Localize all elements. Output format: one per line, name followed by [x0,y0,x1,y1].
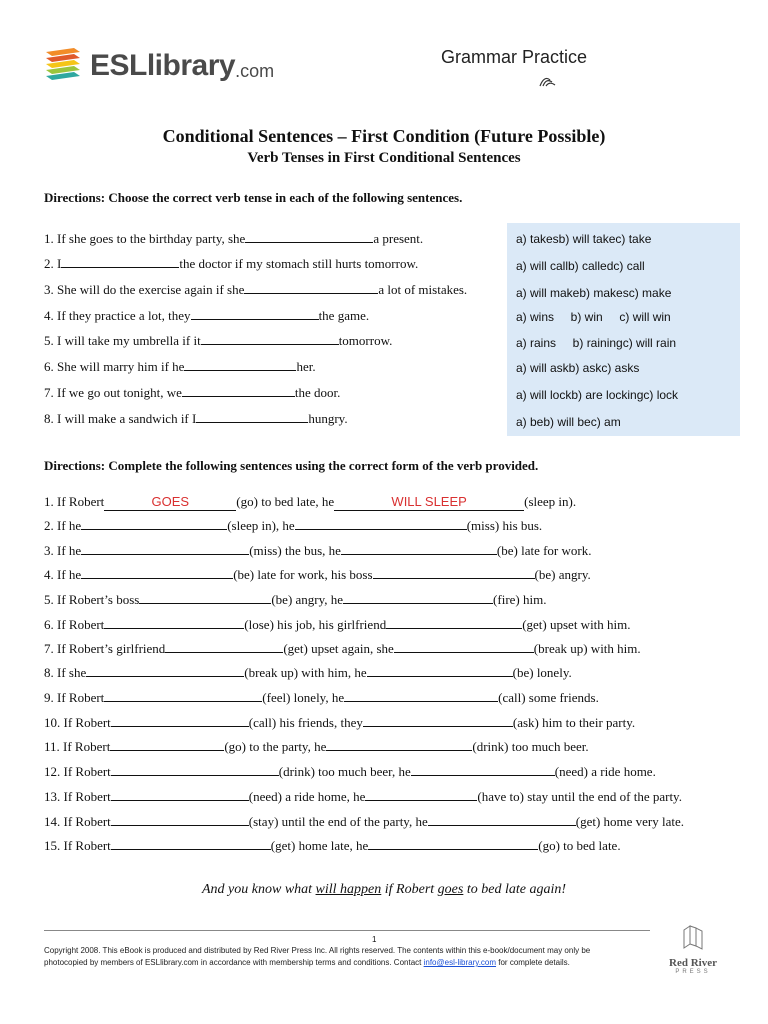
question-row: 2. If he (sleep in), he (miss) his bus. [44,518,543,533]
answer-blank[interactable] [111,788,249,801]
answer-blank[interactable] [365,788,477,801]
filled-answer-will-sleep[interactable]: WILL SLEEP [334,495,524,511]
answer-blank[interactable] [201,332,339,345]
answer-blank[interactable] [165,640,283,653]
question-row: 15. If Robert (get) home late, he (go) to bed late. [44,838,621,853]
red-river-press-logo: Red River PRESS [664,922,722,975]
answer-blank[interactable] [368,837,538,850]
logo-suffix: .com [235,61,275,81]
question-row: 5. If Robert’s boss (be) angry, he (fire) him. [44,592,547,607]
question-row: 1. If she goes to the birthday party, she a present. [44,231,424,246]
answer-blank[interactable] [394,640,534,653]
copyright-notice: Copyright 2008. This eBook is produced and distributed by Red River Press Inc. All rights reserved. The contents within this e-book/document may only be photocopied by members of ESLlibrary.com in accordance with membership terms and conditions. Contact info@esl-library.com for complete details. [44,946,591,967]
answer-blank[interactable] [344,689,498,702]
answer-blank[interactable] [245,230,373,243]
question-row: 4. If he (be) late for work, his boss (be) angry. [44,567,591,582]
question-row: 4. If they practice a lot, they the game. [44,308,370,323]
question-row: 6. She will marry him if he her. [44,359,316,374]
answer-blank[interactable] [86,664,244,677]
question-row: 2. I the doctor if my stomach still hurts tomorrow. [44,256,419,271]
choice-options: a) rains b) rainingc) will rain [516,336,677,350]
answer-blank[interactable] [386,616,522,629]
answer-blank[interactable] [111,763,279,776]
answer-blank[interactable] [191,307,319,320]
answer-blank[interactable] [184,358,296,371]
choice-options: a) will makeb) makesc) make [516,286,672,300]
books-icon [678,922,708,952]
choice-options: a) will callb) calledc) call [516,259,645,273]
question-row: 7. If Robert’s girlfriend (get) upset again, she (break up) with him. [44,641,641,656]
books-stack-icon [44,46,84,86]
logo-wordmark: ESLlibrary [90,49,236,82]
part1-directions: Directions: Choose the correct verb tense in each of the following sentences. [44,190,463,205]
choice-options: a) will askb) askc) asks [516,361,640,375]
answer-blank[interactable] [196,410,308,423]
contact-email-link[interactable]: info@esl-library.com [423,958,497,967]
answer-blank[interactable] [81,542,249,555]
answer-blank[interactable] [373,566,535,579]
question-row: 8. If she (break up) with him, he (be) lonely. [44,665,572,680]
filled-answer-goes[interactable]: GOES [104,495,236,511]
answer-blank[interactable] [341,542,497,555]
page-subtitle: Verb Tenses in First Conditional Sentences [247,150,521,166]
answer-blank[interactable] [139,591,271,604]
page-title: Conditional Sentences – First Condition (Future Possible) [162,126,606,146]
question-row: 14. If Robert (stay) until the end of the party, he (get) home very late. [44,814,685,829]
page-number: 1 [372,935,377,944]
question-row: 13. If Robert (need) a ride home, he (have to) stay until the end of the party. [44,789,682,804]
question-row: 11. If Robert (go) to the party, he (drink) too much beer. [44,739,589,754]
question-row: 10. If Robert (call) his friends, they (ask) him to their party. [44,715,636,730]
pointing-hand-icon [539,76,557,88]
answer-blank[interactable] [81,517,227,530]
answer-blank[interactable] [61,255,179,268]
footer-divider [44,930,650,931]
question-row: 9. If Robert (feel) lonely, he (call) some friends. [44,690,599,705]
question-row: 1. If Robert GOES (go) to bed late, he WILL SLEEP (sleep in). [44,494,577,509]
answer-blank[interactable] [81,566,233,579]
section-label: Grammar Practice [441,47,588,67]
question-row: 12. If Robert (drink) too much beer, he (need) a ride home. [44,764,656,779]
answer-blank[interactable] [343,591,493,604]
question-row: 3. If he (miss) the bus, he (be) late for work. [44,543,592,558]
choice-options: a) takesb) will takec) take [516,232,652,246]
answer-blank[interactable] [110,738,224,751]
question-row: 3. She will do the exercise again if she a lot of mistakes. [44,282,468,297]
answer-blank[interactable] [104,689,262,702]
answer-blank[interactable] [326,738,472,751]
answer-blank[interactable] [363,714,513,727]
question-row: 7. If we go out tonight, we the door. [44,385,341,400]
question-row: 8. I will make a sandwich if I hungry. [44,411,348,426]
answer-blank[interactable] [295,517,467,530]
closing-line: And you know what will happen if Robert goes to bed late again! [202,882,566,897]
answer-blank[interactable] [111,837,271,850]
choices-box [507,223,740,436]
choice-options: a) will lockb) are lockingc) lock [516,388,679,402]
answer-blank[interactable] [411,763,555,776]
esl-library-logo [44,44,274,88]
answer-blank[interactable] [104,616,244,629]
answer-blank[interactable] [182,384,295,397]
answer-blank[interactable] [367,664,513,677]
choice-options: a) wins b) win c) will win [516,310,671,324]
answer-blank[interactable] [111,813,249,826]
answer-blank[interactable] [111,714,249,727]
answer-blank[interactable] [428,813,576,826]
choice-options: a) beb) will bec) am [516,415,621,429]
part2-directions: Directions: Complete the following sentences using the correct form of the verb provided. [44,458,539,473]
answer-blank[interactable] [244,281,378,294]
question-row: 5. I will take my umbrella if it tomorrow. [44,333,393,348]
question-row: 6. If Robert (lose) his job, his girlfriend (get) upset with him. [44,617,631,632]
